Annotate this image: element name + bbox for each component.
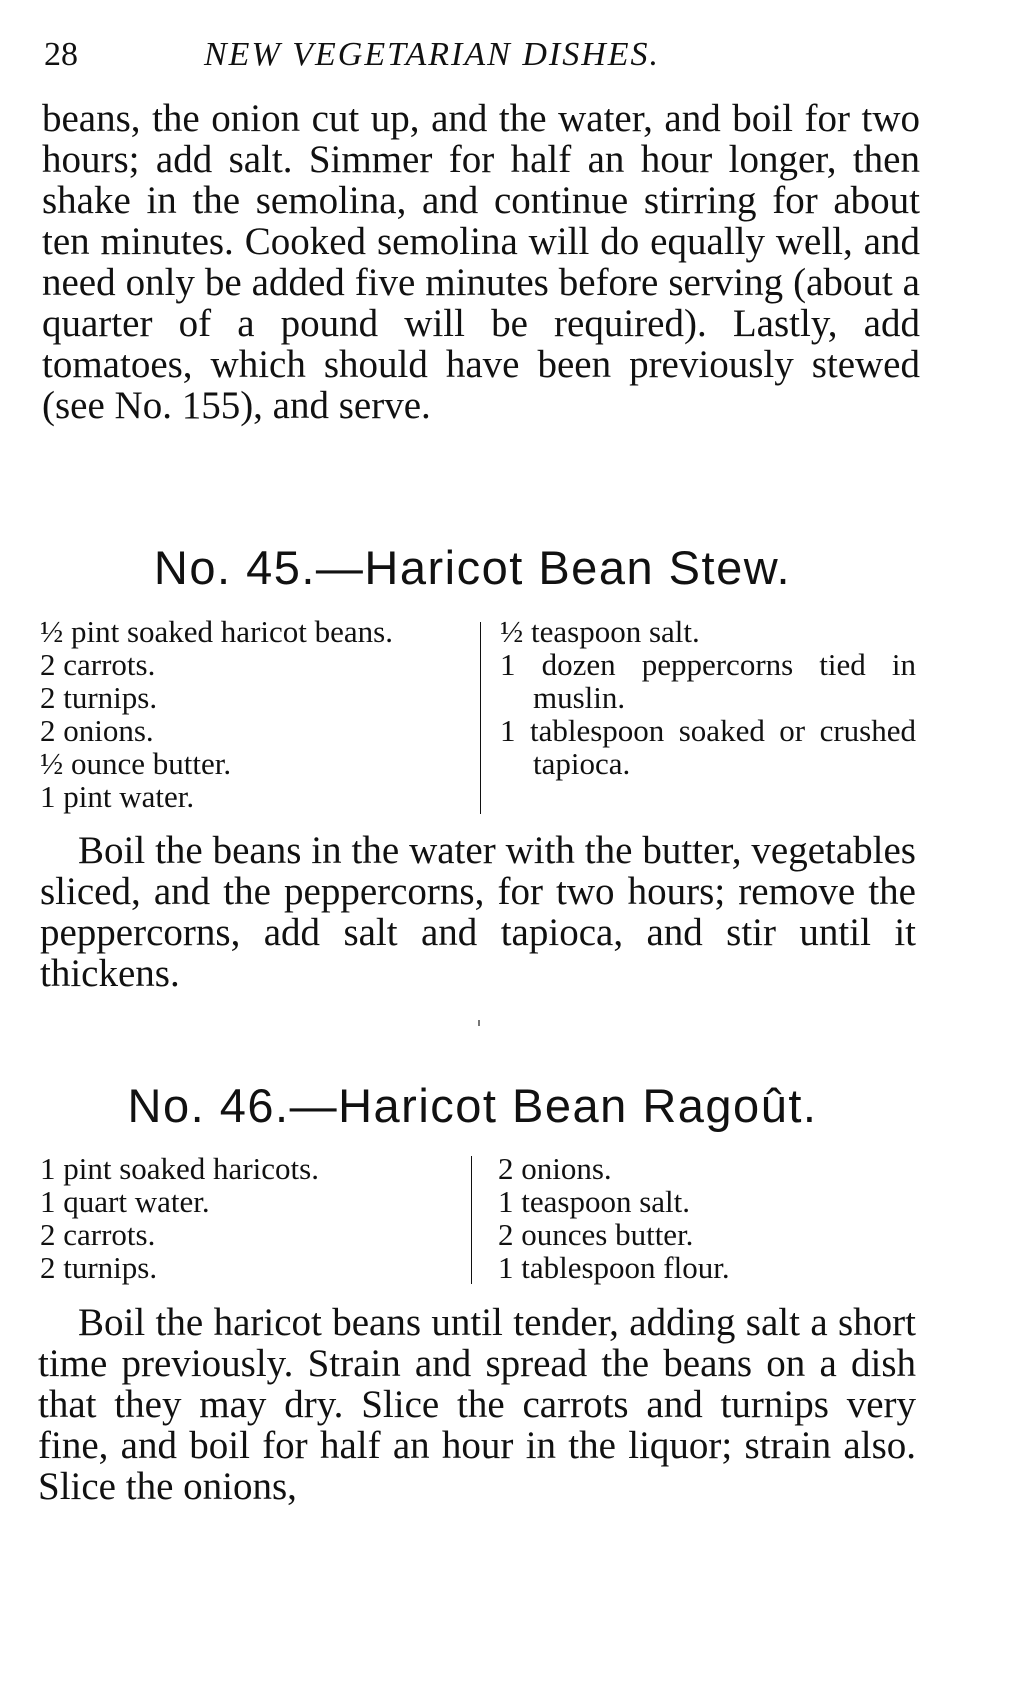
ingredient-item: 1 pint soaked haricots. bbox=[40, 1151, 319, 1186]
ingredient-item: 2 carrots. bbox=[40, 1217, 156, 1252]
ingredient-item: 1 tablespoon flour. bbox=[498, 1250, 730, 1285]
page-number: 28 bbox=[44, 36, 78, 73]
ingredient-item: ½ pint soaked haricot beans. bbox=[40, 614, 393, 649]
ingredient-item: 1 tablespoon soaked or crushed tapioca. bbox=[500, 713, 916, 781]
recipe-46-method: Boil the haricot beans until tender, adding salt a short time previously. Strain and spread the beans on a dish that they may dry. Slice the carrots and turnips very fine, and boil for half an hour in the liquor; strain also. Slice the onions, bbox=[38, 1301, 916, 1508]
ingredient-item: ½ ounce butter. bbox=[40, 746, 232, 781]
running-title: NEW VEGETARIAN DISHES. bbox=[204, 36, 661, 73]
ingredient-item: 2 onions. bbox=[40, 713, 154, 748]
ingredient-item: 1 quart water. bbox=[40, 1184, 210, 1219]
ingredient-item: 2 onions. bbox=[498, 1151, 612, 1186]
recipe-46-ingredients-left bbox=[40, 1152, 460, 1284]
recipe-45-title: No. 45.—Haricot Bean Stew. bbox=[153, 541, 792, 594]
print-speck bbox=[478, 1020, 480, 1026]
ingredient-item: 1 dozen peppercorns tied in muslin. bbox=[500, 647, 916, 715]
ingredient-item: ½ teaspoon salt. bbox=[500, 614, 700, 649]
ingredient-item: 2 carrots. bbox=[40, 647, 156, 682]
ingredients-divider bbox=[471, 1156, 472, 1284]
recipe-45-ingredients-left bbox=[40, 615, 470, 813]
page-header bbox=[44, 30, 924, 78]
ingredients-divider bbox=[480, 622, 481, 814]
ingredient-item: 2 ounces butter. bbox=[498, 1217, 694, 1252]
recipe-45-ingredients-right bbox=[500, 615, 916, 780]
recipe-45-method: Boil the beans in the water with the butter, vegetables sliced, and the peppercorns, for two hours; remove the peppercorns, add salt and tapioca, and stir until it thickens. bbox=[40, 829, 916, 995]
ingredient-item: 1 pint water. bbox=[40, 779, 195, 814]
ingredient-item: 1 teaspoon salt. bbox=[498, 1184, 690, 1219]
continuation-paragraph: beans, the onion cut up, and the water, and boil for two hours; add salt. Simmer for half an hour longer, then shake in the semolina, and continue stirring for about ten minutes. Cooked semolina will do equally well, and need only be added five minutes before serving (about a quarter of a pound will be required). Lastly, add tomatoes, which should have been previously stewed (see No. 155), and serve. bbox=[42, 97, 920, 427]
recipe-46-ingredients-right bbox=[498, 1152, 918, 1284]
ingredient-item: 2 turnips. bbox=[40, 1250, 158, 1285]
ingredient-item: 2 turnips. bbox=[40, 680, 158, 715]
recipe-46-title: No. 46.—Haricot Bean Ragoût. bbox=[127, 1079, 818, 1132]
